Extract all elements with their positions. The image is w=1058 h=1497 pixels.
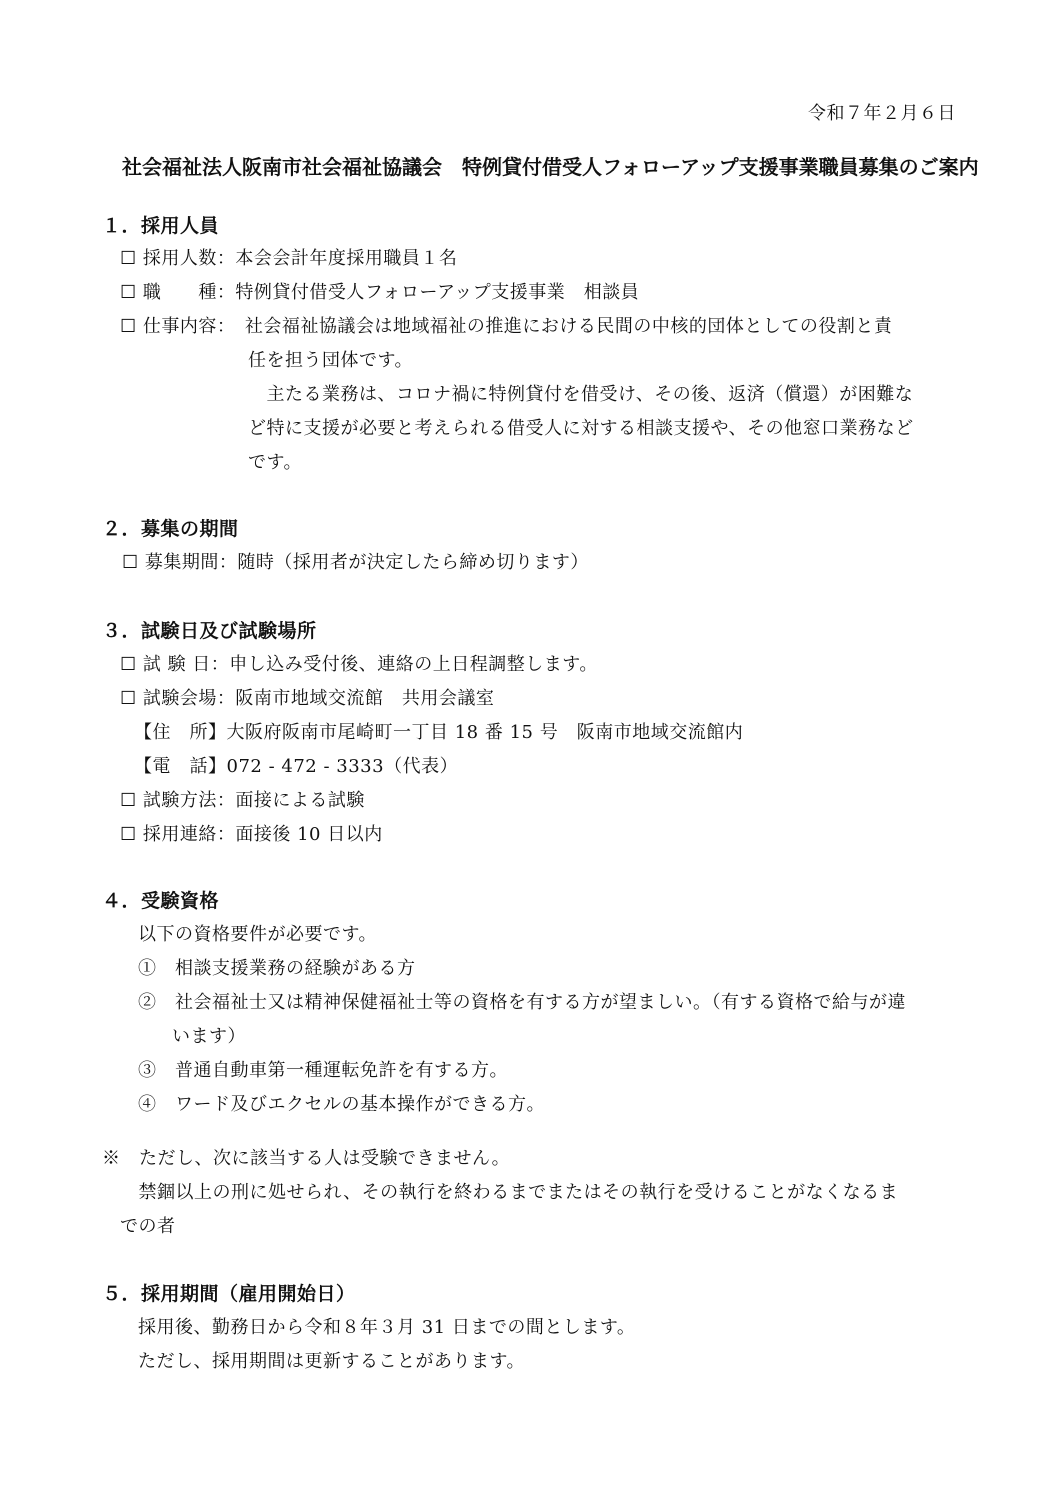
section-5-heading: ５．採用期間（雇用開始日）: [102, 1283, 356, 1305]
section-4-heading: ４．受験資格: [102, 890, 220, 912]
hire-notice-item: ☐ 採用連絡：面接後 10 日以内: [120, 824, 383, 845]
job-content-line: 任を担う団体です。: [248, 350, 414, 371]
exam-date-item: ☐ 試 験 日：申し込み受付後、連絡の上日程調整します。: [120, 654, 598, 675]
document-date: 令和７年２月６日: [808, 103, 956, 124]
exam-venue-item: ☐ 試験会場：阪南市地域交流館 共用会議室: [120, 688, 495, 709]
job-content-line: 主たる業務は、コロナ禍に特例貸付を借受け、その後、返済（償還）が困難な: [248, 384, 914, 405]
job-content-item: ☐ 仕事内容： 社会福祉協議会は地域福祉の推進における民間の中核的団体としての役割と責: [120, 316, 893, 337]
exam-method-item: ☐ 試験方法：面接による試験: [120, 790, 365, 811]
qualification-intro: 以下の資格要件が必要です。: [138, 924, 378, 945]
qualification-item: ③ 普通自動車第一種運転免許を有する方。: [138, 1060, 508, 1081]
job-content-line: ど特に支援が必要と考えられる借受人に対する相談支援や、その他窓口業務など: [248, 418, 914, 439]
recruit-count-item: ☐ 採用人数：本会会計年度採用職員１名: [120, 248, 458, 269]
recruit-period-item: ☐ 募集期間：随時（採用者が決定したら締め切ります）: [122, 552, 589, 573]
job-type-item: ☐ 職 種：特例貸付借受人フォローアップ支援事業 相談員: [120, 282, 640, 303]
section-1-heading: １．採用人員: [102, 215, 220, 237]
qualification-item-continued: います）: [172, 1026, 246, 1047]
disqualification-note: ※ ただし、次に該当する人は受験できません。: [102, 1148, 511, 1169]
section-2-heading: ２．募集の期間: [102, 518, 239, 540]
disqualification-detail: 禁錮以上の刑に処せられ、その執行を終わるまでまたはその執行を受けることがなくなるま: [120, 1182, 899, 1203]
section-3-heading: ３．試験日及び試験場所: [102, 620, 317, 642]
document-title: 社会福祉法人阪南市社会福祉協議会 特例貸付借受人フォローアップ支援事業職員募集のご案内: [122, 155, 979, 179]
qualification-item: ② 社会福祉士又は精神保健福祉士等の資格を有する方が望ましい。（有する資格で給与が違: [138, 992, 906, 1013]
venue-address: 【住 所】大阪府阪南市尾崎町一丁目 18 番 15 号 阪南市地域交流館内: [134, 722, 744, 743]
employment-renewal-line: ただし、採用期間は更新することがあります。: [138, 1351, 526, 1372]
job-content-line: です。: [248, 452, 303, 473]
qualification-item: ④ ワード及びエクセルの基本操作ができる方。: [138, 1094, 545, 1115]
disqualification-detail-continued: での者: [120, 1216, 176, 1237]
venue-phone: 【電 話】072 ‐ 472 ‐ 3333（代表）: [134, 756, 459, 777]
employment-period-line: 採用後、勤務日から令和８年３月 31 日までの間とします。: [138, 1317, 636, 1338]
qualification-item: ① 相談支援業務の経験がある方: [138, 958, 416, 979]
